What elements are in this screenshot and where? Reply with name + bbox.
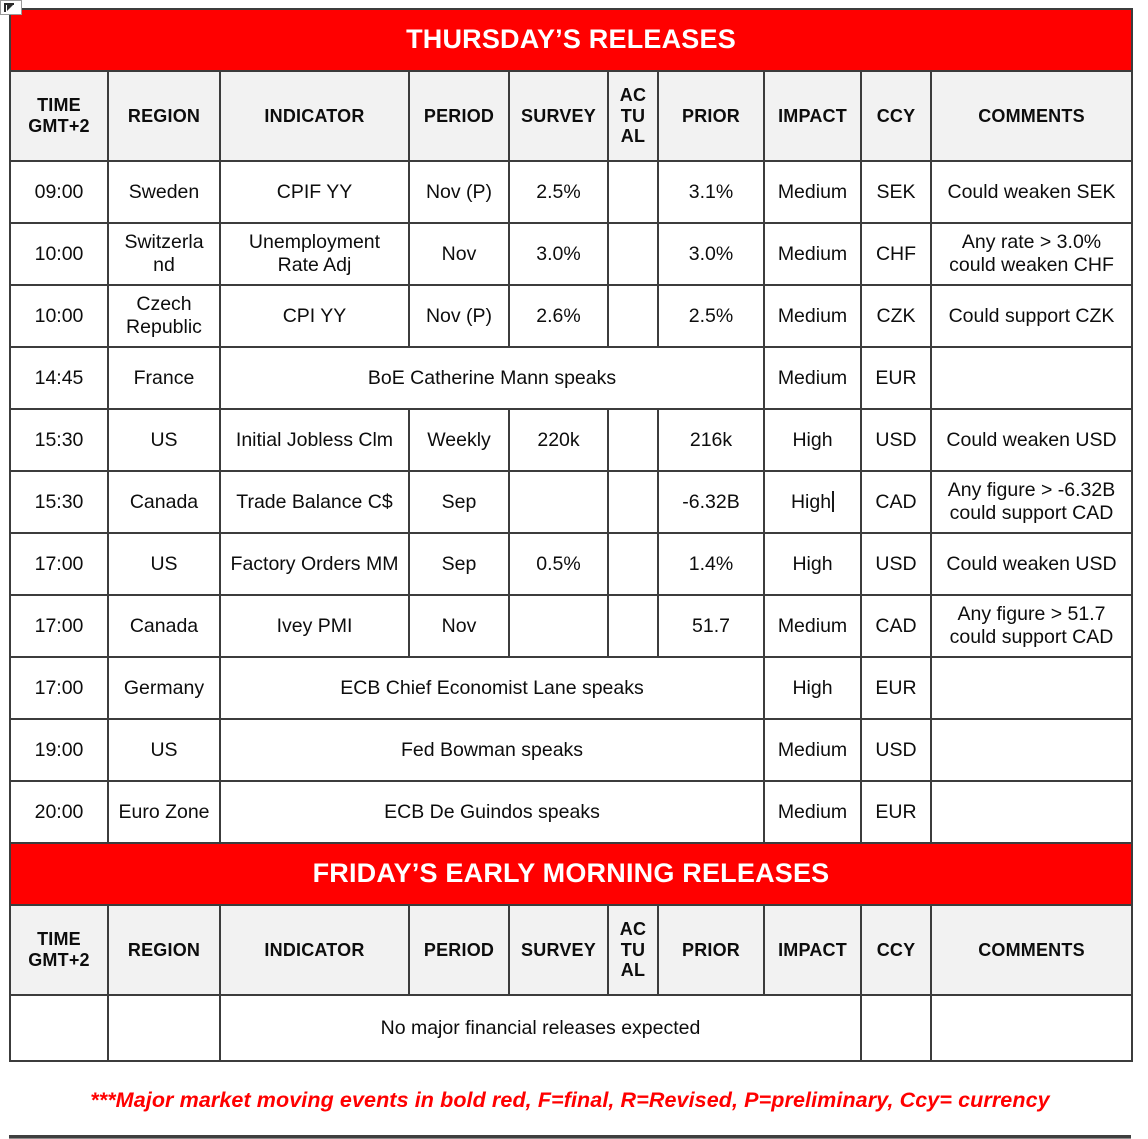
cell-actual[interactable]	[608, 223, 658, 285]
cell-period[interactable]: Sep	[409, 533, 509, 595]
cell-time[interactable]: 09:00	[10, 161, 108, 223]
cell-time[interactable]: 15:30	[10, 409, 108, 471]
cell-prior[interactable]: 216k	[658, 409, 764, 471]
cell-indicator[interactable]: Factory Orders MM	[220, 533, 409, 595]
cell-event[interactable]: ECB Chief Economist Lane speaks	[220, 657, 764, 719]
cell-region[interactable]	[108, 995, 220, 1061]
cell-comments[interactable]: Could support CZK	[931, 285, 1132, 347]
cell-prior[interactable]: 3.0%	[658, 223, 764, 285]
thursday-releases-table	[9, 8, 1133, 1062]
cell-event[interactable]: BoE Catherine Mann speaks	[220, 347, 764, 409]
column-header-actual-line2: TU	[620, 939, 646, 960]
cell-region[interactable]: Switzerla nd	[108, 223, 220, 285]
cell-ccy[interactable]: USD	[861, 533, 931, 595]
footer-divider	[9, 1135, 1131, 1139]
cell-time[interactable]: 20:00	[10, 781, 108, 843]
table-row[interactable]	[10, 533, 1132, 595]
cell-ccy[interactable]: USD	[861, 409, 931, 471]
column-header-period: PERIOD	[409, 905, 509, 995]
cell-indicator[interactable]: Ivey PMI	[220, 595, 409, 657]
table-row[interactable]	[10, 657, 1132, 719]
column-header-time-line2: GMT+2	[28, 950, 90, 970]
cell-time[interactable]	[10, 995, 108, 1061]
cell-survey[interactable]: 2.6%	[509, 285, 608, 347]
friday-banner-title: FRIDAY’S EARLY MORNING RELEASES	[10, 843, 1132, 905]
cell-region[interactable]: Euro Zone	[108, 781, 220, 843]
column-header-indicator: INDICATOR	[220, 71, 409, 161]
cell-event[interactable]: ECB De Guindos speaks	[220, 781, 764, 843]
cell-ccy[interactable]: CZK	[861, 285, 931, 347]
column-header-time-line1: TIME	[37, 929, 81, 950]
cell-prior[interactable]: 51.7	[658, 595, 764, 657]
column-header-time-line2: GMT+2	[28, 116, 90, 136]
column-header-actual	[608, 71, 658, 161]
cell-impact[interactable]: Medium	[764, 781, 861, 843]
cell-period[interactable]: Nov (P)	[409, 161, 509, 223]
column-header-prior: PRIOR	[658, 71, 764, 161]
economic-calendar-sheet	[9, 8, 1131, 1139]
cell-survey[interactable]	[509, 595, 608, 657]
cell-ccy[interactable]: EUR	[861, 347, 931, 409]
table-row[interactable]	[10, 285, 1132, 347]
column-header-time-line1: TIME	[37, 95, 81, 116]
cell-region[interactable]: Sweden	[108, 161, 220, 223]
cell-prior[interactable]: 3.1%	[658, 161, 764, 223]
cell-ccy[interactable]: USD	[861, 719, 931, 781]
table-row[interactable]	[10, 781, 1132, 843]
cell-indicator[interactable]: CPI YY	[220, 285, 409, 347]
column-header-impact: IMPACT	[764, 905, 861, 995]
cell-prior[interactable]: -6.32B	[658, 471, 764, 533]
text-cursor	[832, 491, 834, 512]
cell-comments[interactable]	[931, 995, 1132, 1061]
thursday-column-header-row	[10, 71, 1132, 161]
cell-indicator[interactable]: CPIF YY	[220, 161, 409, 223]
cell-region[interactable]: US	[108, 409, 220, 471]
thursday-banner-title: THURSDAY’S RELEASES	[10, 9, 1132, 71]
cell-comments[interactable]	[931, 781, 1132, 843]
friday-empty-row[interactable]	[10, 995, 1132, 1061]
cell-impact[interactable]: High	[764, 533, 861, 595]
cell-period[interactable]: Sep	[409, 471, 509, 533]
thursday-banner-row	[10, 9, 1132, 71]
table-row[interactable]	[10, 223, 1132, 285]
cell-survey[interactable]: 220k	[509, 409, 608, 471]
cell-impact[interactable]: High	[764, 657, 861, 719]
cell-time[interactable]: 10:00	[10, 285, 108, 347]
column-header-region: REGION	[108, 71, 220, 161]
cell-period[interactable]: Nov (P)	[409, 285, 509, 347]
cell-time[interactable]: 17:00	[10, 657, 108, 719]
cell-comments[interactable]: Any figure > -6.32B could support CAD	[931, 471, 1132, 533]
cell-impact[interactable]: High	[764, 409, 861, 471]
cell-survey[interactable]: 0.5%	[509, 533, 608, 595]
cell-ccy[interactable]: CAD	[861, 471, 931, 533]
cell-actual[interactable]	[608, 533, 658, 595]
column-header-actual-line2: TU	[620, 105, 646, 126]
cell-comments[interactable]	[931, 657, 1132, 719]
cell-region[interactable]: France	[108, 347, 220, 409]
cell-ccy[interactable]	[861, 995, 931, 1061]
cell-period[interactable]: Nov	[409, 223, 509, 285]
cell-region[interactable]: US	[108, 533, 220, 595]
cell-time[interactable]: 15:30	[10, 471, 108, 533]
cell-impact-text: High	[790, 490, 832, 513]
cell-impact[interactable]: Medium	[764, 285, 861, 347]
cell-impact-editing[interactable]	[764, 471, 861, 533]
cell-indicator[interactable]: Initial Jobless Clm	[220, 409, 409, 471]
column-header-comments: COMMENTS	[931, 905, 1132, 995]
column-header-prior: PRIOR	[658, 905, 764, 995]
cell-survey[interactable]	[509, 471, 608, 533]
cell-time[interactable]: 10:00	[10, 223, 108, 285]
column-header-time	[10, 905, 108, 995]
cell-indicator[interactable]: Trade Balance C$	[220, 471, 409, 533]
column-header-actual-line3: AL	[620, 960, 646, 981]
column-header-actual	[608, 905, 658, 995]
cell-time[interactable]: 17:00	[10, 595, 108, 657]
cell-event[interactable]: Fed Bowman speaks	[220, 719, 764, 781]
cell-time[interactable]: 14:45	[10, 347, 108, 409]
cell-actual[interactable]	[608, 161, 658, 223]
column-header-comments: COMMENTS	[931, 71, 1132, 161]
friday-column-header-row	[10, 905, 1132, 995]
table-row[interactable]	[10, 595, 1132, 657]
cell-indicator[interactable]: Unemployment Rate Adj	[220, 223, 409, 285]
cell-actual[interactable]	[608, 471, 658, 533]
cell-impact[interactable]: Medium	[764, 223, 861, 285]
cell-comments[interactable]: Any figure > 51.7 could support CAD	[931, 595, 1132, 657]
cell-ccy[interactable]: EUR	[861, 657, 931, 719]
friday-banner-row	[10, 843, 1132, 905]
column-header-survey: SURVEY	[509, 71, 608, 161]
cell-ccy[interactable]: CHF	[861, 223, 931, 285]
cell-prior[interactable]: 1.4%	[658, 533, 764, 595]
cell-impact[interactable]: Medium	[764, 595, 861, 657]
column-header-actual-line1: AC	[619, 918, 647, 939]
cell-region[interactable]: Czech Republic	[108, 285, 220, 347]
table-row[interactable]	[10, 409, 1132, 471]
table-row[interactable]	[10, 471, 1132, 533]
cell-prior[interactable]: 2.5%	[658, 285, 764, 347]
friday-no-releases-message[interactable]: No major financial releases expected	[220, 995, 861, 1061]
cell-period[interactable]: Nov	[409, 595, 509, 657]
cell-ccy[interactable]: CAD	[861, 595, 931, 657]
column-header-time	[10, 71, 108, 161]
column-header-impact: IMPACT	[764, 71, 861, 161]
cell-comments[interactable]: Could weaken SEK	[931, 161, 1132, 223]
cell-impact[interactable]: Medium	[764, 161, 861, 223]
selection-handle-artifact	[0, 0, 22, 15]
cell-period[interactable]: Weekly	[409, 409, 509, 471]
cell-actual[interactable]	[608, 595, 658, 657]
cell-comments[interactable]	[931, 347, 1132, 409]
cell-ccy[interactable]: EUR	[861, 781, 931, 843]
column-header-region: REGION	[108, 905, 220, 995]
cell-ccy[interactable]: SEK	[861, 161, 931, 223]
column-header-period: PERIOD	[409, 71, 509, 161]
cell-comments[interactable]: Any rate > 3.0% could weaken CHF	[931, 223, 1132, 285]
column-header-survey: SURVEY	[509, 905, 608, 995]
cell-region[interactable]: Canada	[108, 595, 220, 657]
cell-actual[interactable]	[608, 409, 658, 471]
cell-region[interactable]: Canada	[108, 471, 220, 533]
table-row[interactable]	[10, 719, 1132, 781]
cell-region[interactable]: US	[108, 719, 220, 781]
cell-region[interactable]: Germany	[108, 657, 220, 719]
cell-survey[interactable]: 2.5%	[509, 161, 608, 223]
cell-actual[interactable]	[608, 285, 658, 347]
cell-comments[interactable]: Could weaken USD	[931, 409, 1132, 471]
cell-survey[interactable]: 3.0%	[509, 223, 608, 285]
cell-impact[interactable]: Medium	[764, 347, 861, 409]
cell-comments[interactable]: Could weaken USD	[931, 533, 1132, 595]
legend-footnote: ***Major market moving events in bold red, F=final, R=Revised, P=preliminary, Ccy= currency	[90, 1088, 1050, 1112]
cell-impact[interactable]: Medium	[764, 719, 861, 781]
cell-time[interactable]: 17:00	[10, 533, 108, 595]
column-header-ccy: CCY	[861, 71, 931, 161]
table-row[interactable]	[10, 161, 1132, 223]
cell-comments[interactable]	[931, 719, 1132, 781]
column-header-actual-line3: AL	[620, 126, 646, 147]
column-header-indicator: INDICATOR	[220, 905, 409, 995]
column-header-actual-line1: AC	[619, 84, 647, 105]
column-header-ccy: CCY	[861, 905, 931, 995]
cell-time[interactable]: 19:00	[10, 719, 108, 781]
table-row[interactable]	[10, 347, 1132, 409]
